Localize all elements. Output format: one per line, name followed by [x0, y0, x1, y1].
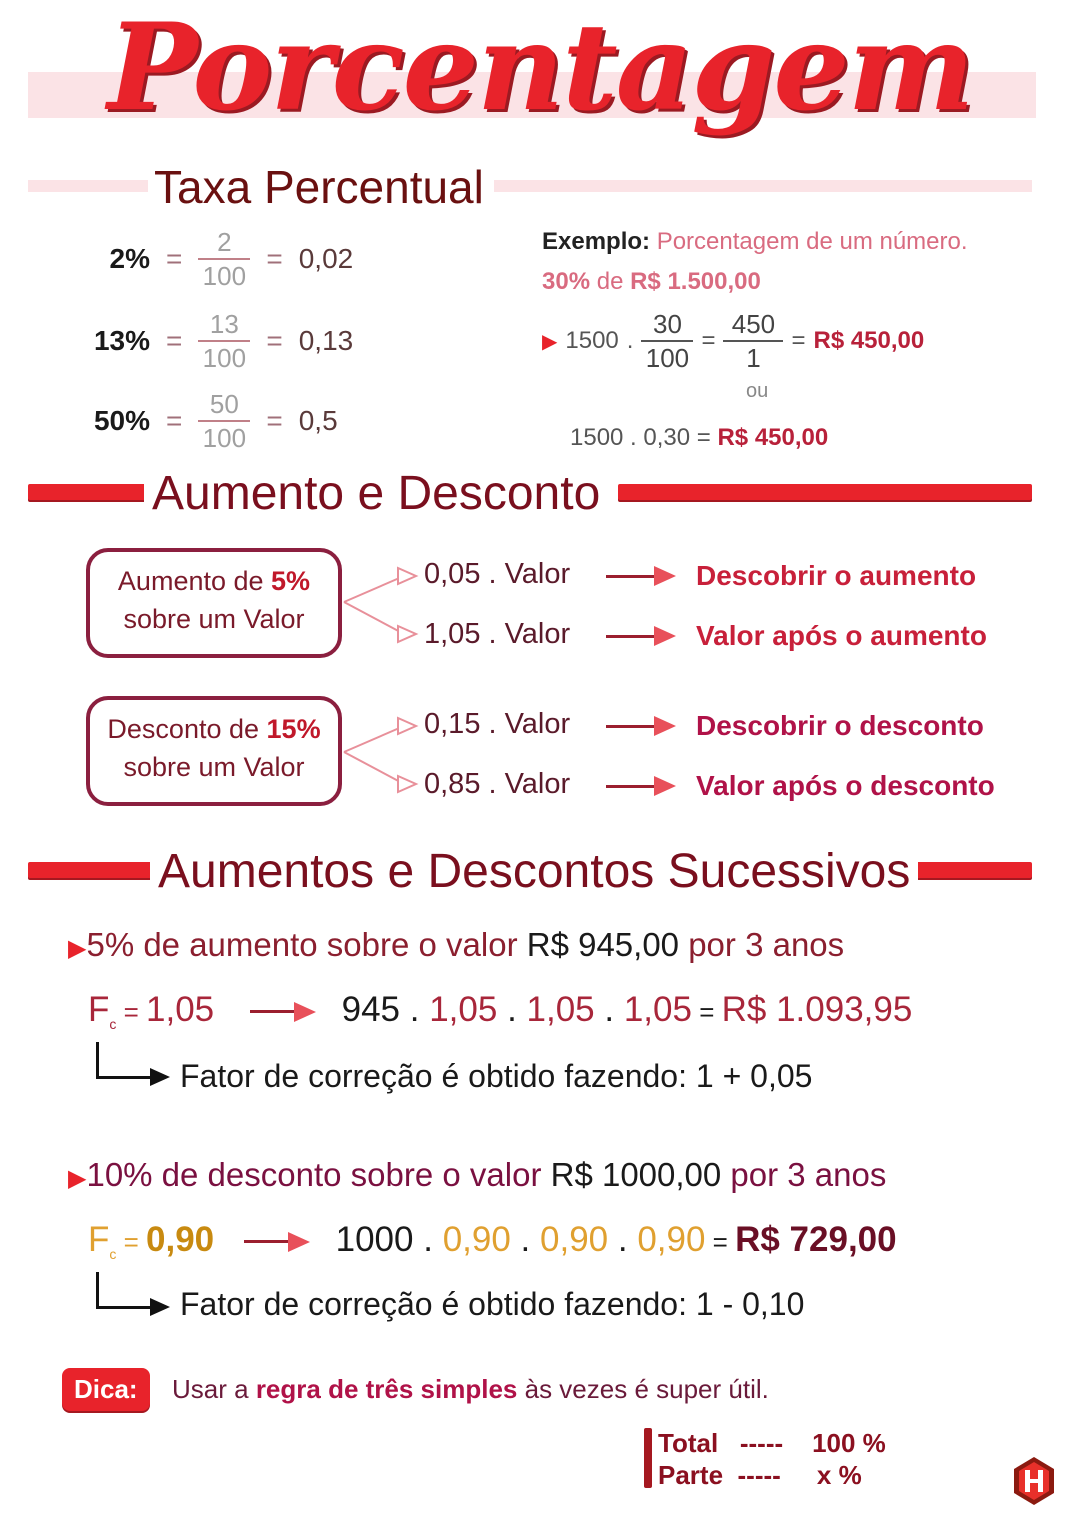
- sep: .: [413, 1220, 443, 1259]
- statement-text: por 3 anos: [679, 926, 845, 963]
- equals-sign: =: [166, 325, 183, 356]
- tip-text: [172, 1374, 769, 1405]
- sep: .: [608, 1220, 638, 1259]
- numerator: 450: [723, 308, 783, 342]
- box-label: Desconto de: [107, 714, 267, 744]
- discount-calculation: [88, 1220, 897, 1262]
- bullet-triangle-icon: ▶: [68, 1165, 87, 1192]
- denominator: 100: [645, 343, 690, 373]
- denominator: 1: [746, 343, 761, 373]
- box-percent: 5%: [271, 566, 311, 596]
- factor: 1,05: [526, 990, 595, 1029]
- section-heading-taxa: Taxa Percentual: [148, 160, 490, 214]
- rule-value: x %: [816, 1460, 862, 1490]
- statement-text: 10% de desconto sobre o valor: [86, 1156, 551, 1193]
- page-title: Porcentagem: [107, 0, 973, 138]
- branch-expression: 1,05 . Valor: [424, 618, 571, 650]
- percent-value: 13%: [93, 325, 150, 356]
- factor: 1,05: [623, 990, 692, 1029]
- decimal-value: 0,02: [298, 243, 354, 274]
- section-heading-sucessivos: Aumentos e Descontos Sucessivos: [150, 848, 918, 896]
- result: R$ 1.093,95: [721, 990, 913, 1029]
- decimal-value: 0,13: [298, 325, 354, 356]
- percent-row: [70, 388, 338, 454]
- elbow-arrow-head-icon: [150, 1068, 170, 1086]
- fc-label: F: [88, 990, 110, 1029]
- rule-value: 100 %: [812, 1428, 886, 1458]
- numerator: 2: [198, 226, 250, 260]
- increase-box: [86, 548, 342, 658]
- fraction: [198, 388, 250, 454]
- branch-result: Valor após o aumento: [696, 620, 987, 651]
- step-result: R$ 450,00: [813, 327, 925, 354]
- heading-rule-right: [914, 862, 1032, 878]
- brand-logo-icon: [1012, 1456, 1056, 1506]
- tip-text-b: às vezes é super útil.: [517, 1374, 769, 1404]
- rule-of-three-bar: [644, 1428, 652, 1488]
- equals-sign: =: [266, 325, 283, 356]
- dot: .: [626, 327, 634, 354]
- rule-row: [658, 1460, 862, 1491]
- arrow-right-icon: [250, 1002, 316, 1022]
- fc-sub: c: [109, 1246, 117, 1262]
- elbow-arrow-head-icon: [150, 1298, 170, 1316]
- sep: .: [497, 990, 527, 1029]
- box-label-2: sobre um Valor: [123, 752, 305, 782]
- branch-result: Valor após o desconto: [696, 770, 995, 801]
- fraction: [723, 308, 783, 374]
- heading-rule-left: [28, 862, 154, 878]
- problem-percent: 30%: [542, 268, 591, 295]
- base-value: 945: [341, 990, 401, 1029]
- section-heading-aumento-desconto: Aumento e Desconto: [144, 470, 608, 518]
- numerator: 13: [198, 308, 250, 342]
- fraction: [198, 226, 250, 292]
- fc-value: 0,90: [146, 1220, 215, 1259]
- heading-rule-left: [28, 180, 148, 192]
- tip-text-bold: regra de três simples: [255, 1374, 518, 1404]
- example-problem: [542, 268, 761, 296]
- decimal-value: 0,5: [298, 405, 338, 436]
- fc-sub: c: [109, 1016, 117, 1032]
- elbow-arrow-icon: [96, 1272, 153, 1309]
- problem-value: R$ 1.500,00: [630, 268, 761, 295]
- discount-box: [86, 696, 342, 806]
- fraction: [198, 308, 250, 374]
- increase-calculation: [88, 990, 912, 1032]
- statement-text: 5% de aumento sobre o valor: [86, 926, 527, 963]
- step2-expression: 1500 . 0,30 =: [570, 424, 711, 451]
- example-step1: [542, 308, 924, 374]
- factor: 0,90: [637, 1220, 706, 1259]
- arrow-right-icon: [606, 776, 676, 796]
- correction-factor-note: Fator de correção é obtido fazendo: 1 - 0,10: [180, 1286, 805, 1322]
- percent-value: 2%: [109, 243, 150, 274]
- discount-statement: [68, 1156, 886, 1194]
- branch-result: Descobrir o desconto: [696, 710, 984, 741]
- rule-row: [658, 1428, 886, 1459]
- tip-text-a: Usar a: [172, 1374, 256, 1404]
- branch-connector-icon: [342, 710, 422, 800]
- example-step2: [570, 424, 828, 452]
- numerator: 50: [198, 388, 250, 422]
- bullet-triangle-icon: ▶: [542, 330, 558, 353]
- arrow-right-icon: [244, 1232, 310, 1252]
- heading-rule-right: [494, 180, 1032, 192]
- arrow-right-icon: [606, 716, 676, 736]
- box-percent: 15%: [266, 714, 321, 744]
- equals-sign: =: [791, 327, 806, 354]
- rule-dashes: -----: [737, 1460, 781, 1490]
- step-value: 1500: [565, 327, 619, 354]
- factor: 0,90: [540, 1220, 609, 1259]
- sep: .: [510, 1220, 540, 1259]
- bullet-triangle-icon: ▶: [68, 935, 87, 962]
- result: R$ 729,00: [735, 1220, 897, 1259]
- example-label: Exemplo:: [542, 228, 651, 255]
- elbow-arrow-icon: [96, 1042, 153, 1079]
- increase-statement: [68, 926, 844, 964]
- box-label: Aumento de: [117, 566, 272, 596]
- arrow-right-icon: [606, 626, 676, 646]
- branch-expression: 0,05 . Valor: [424, 558, 571, 590]
- rule-dashes: -----: [739, 1428, 784, 1458]
- percent-value: 50%: [93, 405, 150, 436]
- step2-result: R$ 450,00: [717, 424, 829, 451]
- factor: 1,05: [429, 990, 498, 1029]
- percent-row: [70, 308, 353, 374]
- tip-badge: Dica:: [62, 1368, 150, 1411]
- base-value: 1000: [335, 1220, 414, 1259]
- statement-text: por 3 anos: [721, 1156, 887, 1193]
- rule-label: Parte: [658, 1460, 724, 1490]
- arrow-right-icon: [606, 566, 676, 586]
- fc-value: 1,05: [146, 990, 215, 1029]
- statement-value: R$ 1000,00: [550, 1156, 722, 1193]
- equals: =: [691, 997, 722, 1027]
- sep: .: [400, 990, 430, 1029]
- heading-rule-right: [618, 484, 1032, 500]
- equals-sign: =: [266, 405, 283, 436]
- problem-de: de: [596, 268, 624, 295]
- branch-expression: 0,85 . Valor: [424, 768, 571, 800]
- branch-connector-icon: [342, 560, 422, 650]
- numerator: 30: [641, 308, 693, 342]
- example-title: [542, 228, 968, 256]
- statement-value: R$ 945,00: [526, 926, 680, 963]
- equals-sign: =: [266, 243, 283, 274]
- percent-row: [70, 226, 353, 292]
- fc-label: F: [88, 1220, 110, 1259]
- denominator: 100: [202, 261, 247, 291]
- equals: =: [705, 1227, 736, 1257]
- or-text: ou: [746, 380, 769, 402]
- factor: 0,90: [442, 1220, 511, 1259]
- branch-result: Descobrir o aumento: [696, 560, 977, 591]
- denominator: 100: [202, 343, 247, 373]
- example-description: Porcentagem de um número.: [656, 228, 968, 255]
- box-label-2: sobre um Valor: [123, 604, 305, 634]
- fraction: [641, 308, 693, 374]
- equals: =: [116, 1227, 147, 1257]
- rule-label: Total: [658, 1428, 719, 1458]
- correction-factor-note: Fator de correção é obtido fazendo: 1 + 0,05: [180, 1058, 813, 1094]
- branch-expression: 0,15 . Valor: [424, 708, 571, 740]
- equals: =: [116, 997, 147, 1027]
- equals-sign: =: [166, 243, 183, 274]
- denominator: 100: [202, 423, 247, 453]
- sep: .: [594, 990, 624, 1029]
- equals-sign: =: [701, 327, 716, 354]
- heading-rule-left: [28, 484, 152, 500]
- equals-sign: =: [166, 405, 183, 436]
